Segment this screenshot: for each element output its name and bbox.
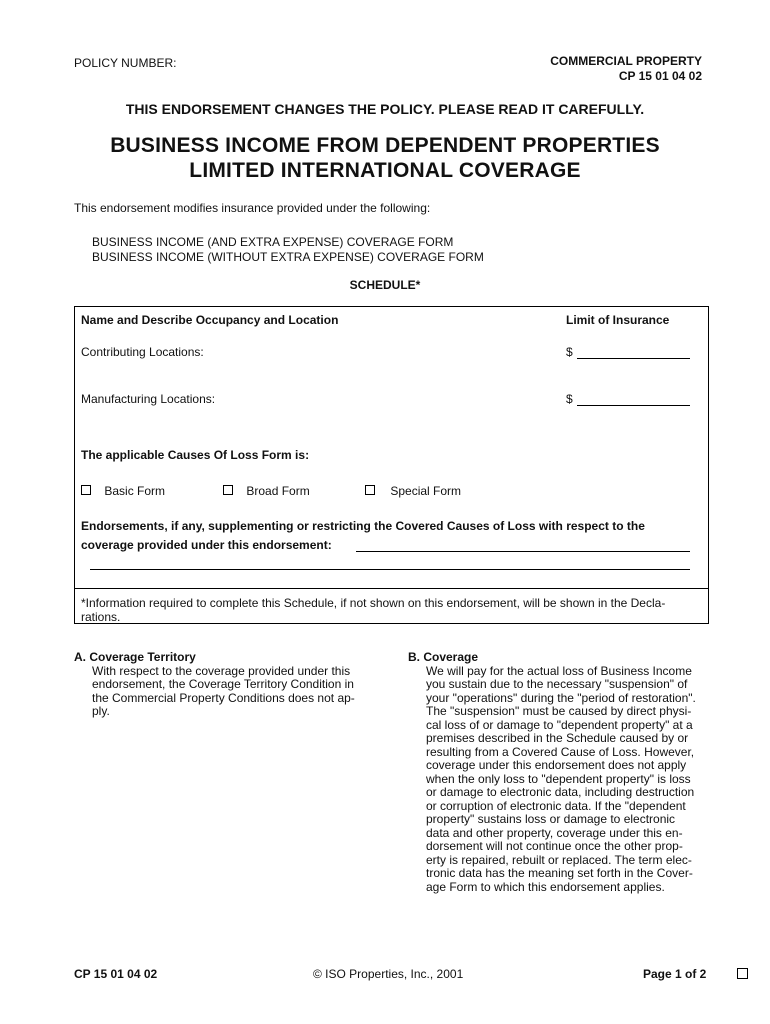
body-line: the Commercial Property Conditions does not ap-: [92, 690, 355, 705]
section-a-heading: A. Coverage Territory: [74, 650, 196, 664]
title-line-2: LIMITED INTERNATIONAL COVERAGE: [189, 159, 581, 182]
option-basic-label: Basic Form: [104, 484, 166, 498]
body-line: premises described in the Schedule caused by or: [426, 731, 689, 745]
body-line: coverage under this endorsement does not apply: [426, 758, 687, 772]
body-line: tronic data has the meaning set forth in the Cover-: [426, 866, 693, 880]
section-b-heading: B. Coverage: [408, 650, 479, 664]
body-line: endorsement, the Coverage Territory Condition in: [92, 677, 354, 691]
forms-list: [92, 235, 484, 265]
body-line: ply.: [92, 704, 110, 718]
endorsements-field[interactable]: [356, 551, 690, 552]
option-broad-label: Broad Form: [246, 484, 310, 498]
dollar-sign: $: [566, 392, 573, 406]
section-coverage-territory: [74, 651, 384, 719]
contributing-limit-field[interactable]: [577, 358, 690, 359]
form-item: BUSINESS INCOME (AND EXTRA EXPENSE) COVERAGE FORM: [92, 235, 454, 249]
footnote-line-2: rations.: [81, 610, 121, 624]
schedule-title: SCHEDULE*: [349, 278, 421, 292]
body-line: cal loss of or damage to "dependent property" at a: [426, 717, 693, 732]
body-line: property" sustains loss or damage to electronic: [426, 812, 676, 826]
dollar-sign: $: [566, 345, 573, 359]
contributing-label: Contributing Locations:: [81, 345, 204, 359]
body-line: or corruption of electronic data. If the "dependent: [426, 798, 686, 813]
footnote-divider: [74, 588, 709, 589]
body-line: dorsement will not continue once the other prop-: [426, 839, 683, 853]
form-item: BUSINESS INCOME (WITHOUT EXTRA EXPENSE) COVERAGE FORM: [92, 250, 484, 264]
corner-square-icon: [737, 968, 748, 979]
footer-copyright: © ISO Properties, Inc., 2001: [313, 967, 464, 981]
section-a-body: [92, 665, 384, 719]
body-line: erty is repaired, rebuilt or replaced. The term elec-: [426, 852, 692, 867]
manufacturing-label: Manufacturing Locations:: [81, 392, 216, 406]
manufacturing-limit-field[interactable]: [577, 405, 690, 406]
body-line: you sustain due to the necessary "suspension" of: [426, 677, 688, 691]
col-location-header: Name and Describe Occupancy and Location: [81, 313, 339, 327]
checkbox-broad[interactable]: [223, 485, 233, 495]
checkbox-special[interactable]: [365, 485, 375, 495]
endorsement-notice: THIS ENDORSEMENT CHANGES THE POLICY. PLEASE READ IT CAREFULLY.: [125, 101, 645, 117]
option-special[interactable]: [365, 484, 461, 498]
body-line: your "operations" during the "period of restoration".: [426, 690, 696, 705]
endorsements-field-2[interactable]: [90, 569, 690, 570]
intro-text: This endorsement modifies insurance provided under the following:: [74, 201, 431, 215]
body-line: age Form to which this endorsement applies.: [426, 879, 665, 894]
category-label: COMMERCIAL PROPERTY: [550, 54, 702, 68]
body-line: or damage to electronic data, including destruction: [426, 785, 695, 799]
body-line: With respect to the coverage provided under this: [92, 663, 351, 678]
body-line: We will pay for the actual loss of Business Income: [426, 663, 692, 678]
body-line: The "suspension" must be caused by direct physi-: [426, 704, 692, 718]
body-line: data and other property, coverage under this en-: [426, 825, 683, 840]
form-header: [550, 54, 702, 84]
col-limit-header: Limit of Insurance: [566, 313, 670, 327]
option-special-label: Special Form: [390, 484, 462, 498]
body-line: resulting from a Covered Cause of Loss. However,: [426, 744, 695, 759]
endorsements-line-2: coverage provided under this endorsement:: [81, 538, 332, 552]
policy-number-label: POLICY NUMBER:: [74, 56, 177, 70]
body-line: when the only loss to "dependent property" is loss: [426, 771, 691, 786]
page-title: [0, 133, 770, 183]
causes-label: The applicable Causes Of Loss Form is:: [81, 448, 310, 462]
form-number: CP 15 01 04 02: [618, 69, 702, 83]
option-broad[interactable]: [223, 484, 310, 498]
title-line-1: BUSINESS INCOME FROM DEPENDENT PROPERTIES: [110, 134, 660, 157]
section-coverage: [408, 651, 718, 894]
endorsements-line-1: Endorsements, if any, supplementing or restricting the Covered Causes of Loss with respect to the: [81, 519, 645, 533]
footer-form-number: CP 15 01 04 02: [74, 967, 158, 981]
checkbox-basic[interactable]: [81, 485, 91, 495]
footnote-line-1: *Information required to complete this Schedule, if not shown on this endorsement, will be shown in the Decla-: [81, 596, 666, 610]
option-basic[interactable]: [81, 484, 165, 498]
footer-page-number: Page 1 of 2: [643, 967, 707, 981]
section-b-body: [426, 665, 718, 895]
